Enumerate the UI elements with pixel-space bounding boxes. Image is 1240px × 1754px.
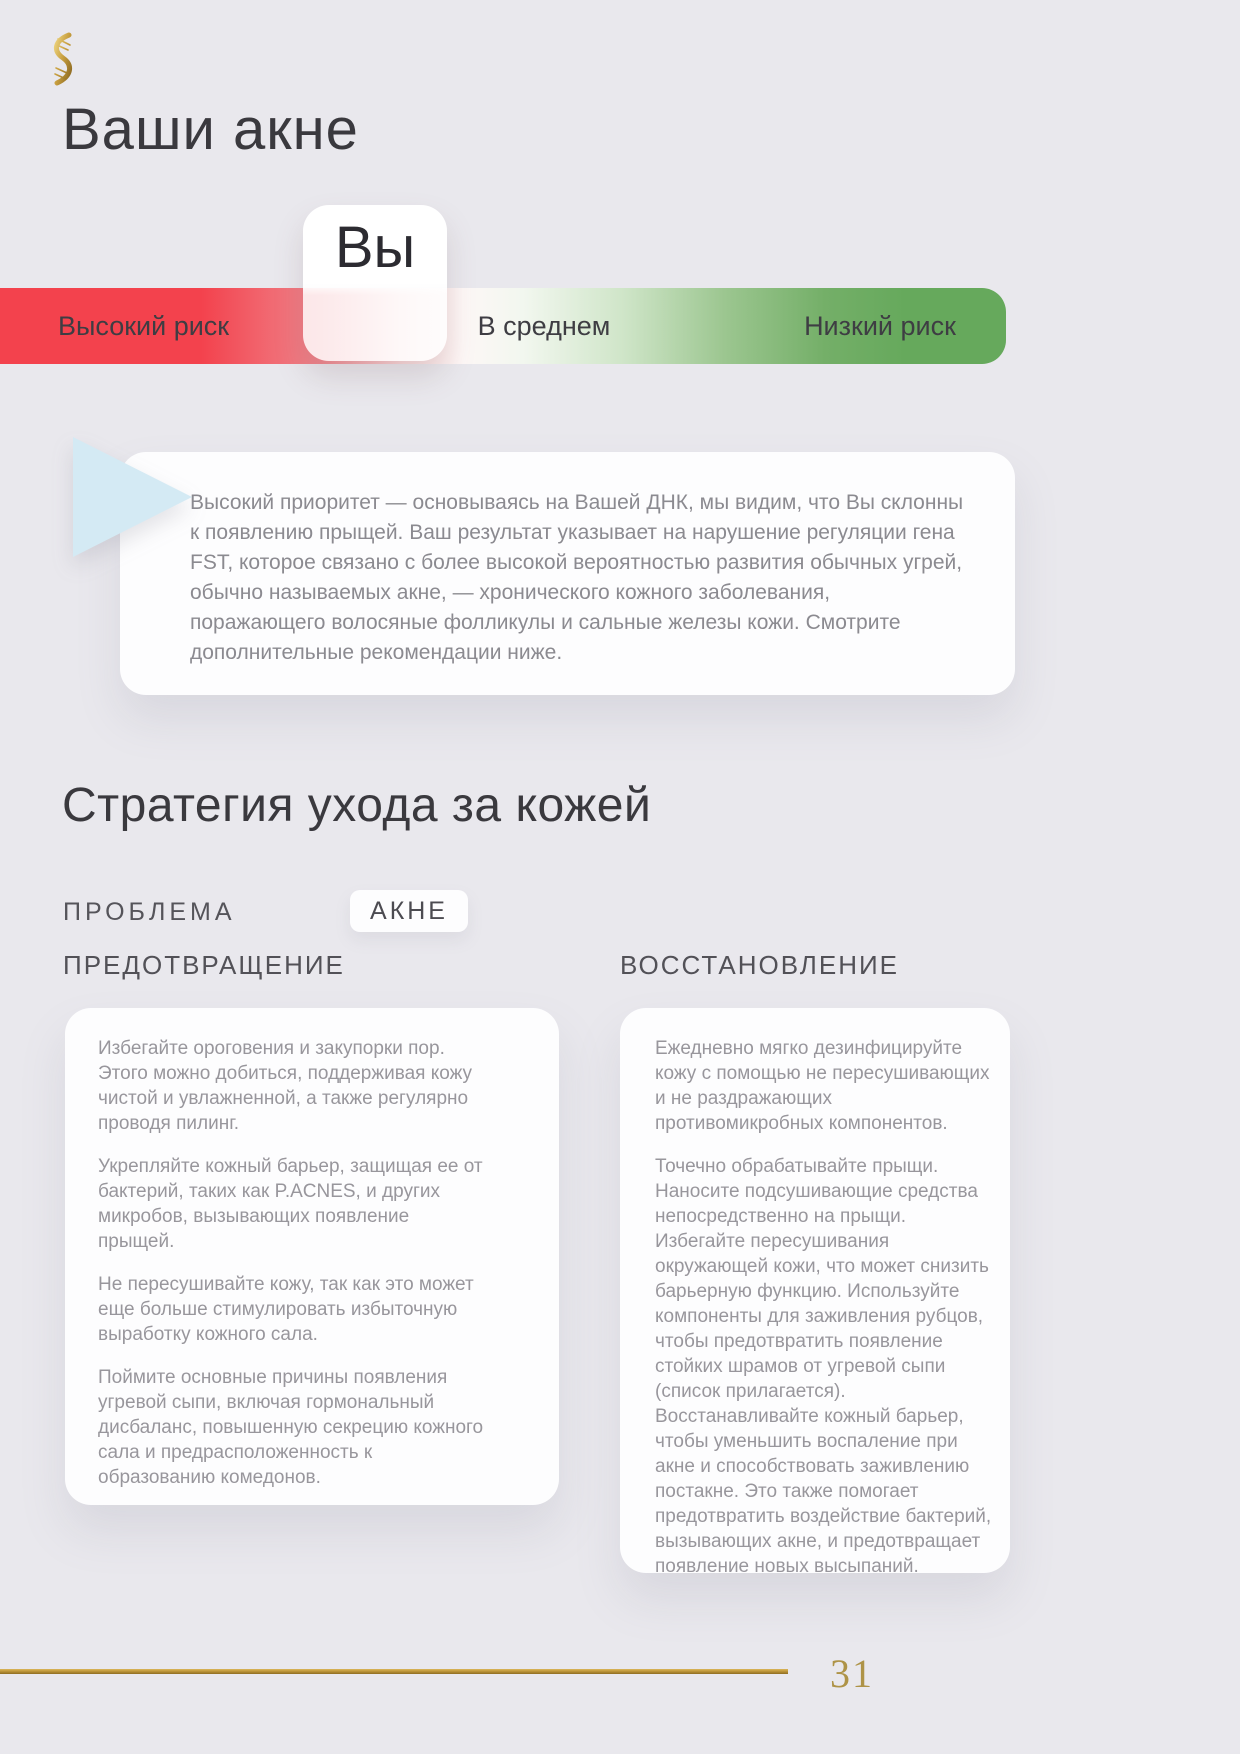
section-title: Стратегия ухода за кожей	[62, 779, 652, 832]
risk-label-high: Высокий риск	[58, 311, 230, 341]
footer-rule	[0, 1669, 788, 1674]
advice-paragraph: Избегайте ороговения и закупорки пор. Этого можно добиться, поддерживая кожу чистой и увлажненной, а также регулярно проводя пилинг.	[98, 1038, 473, 1134]
prevention-card	[65, 1008, 559, 1505]
restoration-card	[620, 1008, 1010, 1577]
advice-paragraph: Не пересушивайте кожу, так как это может еще больше стимулировать избыточную выработку кожного сала.	[98, 1274, 474, 1345]
advice-paragraph: Ежедневно мягко дезинфицируйте кожу с помощью не пересушивающих и не раздражающих противомикробных компонентов.	[655, 1038, 990, 1134]
page-title: Ваши акне	[62, 97, 359, 162]
advice-paragraph: Укрепляйте кожный барьер, защищая ее от бактерий, таких как P.ACNES, и других микробов, вызывающих появление прыщей.	[98, 1156, 483, 1252]
advice-paragraph: Поймите основные причины появления угревой сыпи, включая гормональный дисбаланс, повышенную секрецию кожного сала и предрасположенность к образованию комедонов.	[98, 1367, 484, 1488]
summary-text: Высокий приоритет — основываясь на Вашей ДНК, мы видим, что Вы склонны к появлению прыщей. Ваш результат указывает на нарушение регуляции гена FST, которое связано с более высокой вероятностью развития обычных угрей, обычно называемых акне, — хронического кожного заболевания, поражающего волосяные фолликулы и сальные железы кожи. Смотрите дополнительные рекомендации ниже.	[190, 491, 964, 664]
advice-paragraph: Точечно обрабатывайте прыщи. Наносите подсушивающие средства непосредственно на прыщи. Избегайте пересушивания окружающей кожи, что может снизить барьерную функцию. Используйте компоненты для заживления рубцов, чтобы предотвратить появление стойких шрамов от угревой сыпи (список прилагается). Восстанавливайте кожный барьер, чтобы уменьшить воспаление при акне и способствовать заживлению постакне. Это также помогает предотвратить воздействие бактерий, вызывающих акне, и предотвращает появление новых высыпаний.	[655, 1156, 992, 1577]
acne-badge	[350, 890, 468, 932]
risk-label-average: В среднем	[477, 311, 611, 341]
risk-scale-bar	[0, 288, 1006, 364]
dna-helix-icon	[44, 32, 80, 86]
problem-label: ПРОБЛЕМА	[63, 898, 236, 926]
pointer-triangle-icon	[73, 437, 192, 557]
page-number: 31	[830, 1651, 874, 1696]
user-position-marker	[303, 205, 447, 361]
risk-label-low: Низкий риск	[804, 311, 956, 341]
user-marker-label: Вы	[334, 215, 416, 280]
column-heading-restoration: ВОССТАНОВЛЕНИЕ	[620, 950, 900, 980]
column-heading-prevention: ПРЕДОТВРАЩЕНИЕ	[63, 950, 345, 980]
acne-badge-label: АКНЕ	[370, 896, 448, 925]
summary-card	[120, 452, 1015, 695]
